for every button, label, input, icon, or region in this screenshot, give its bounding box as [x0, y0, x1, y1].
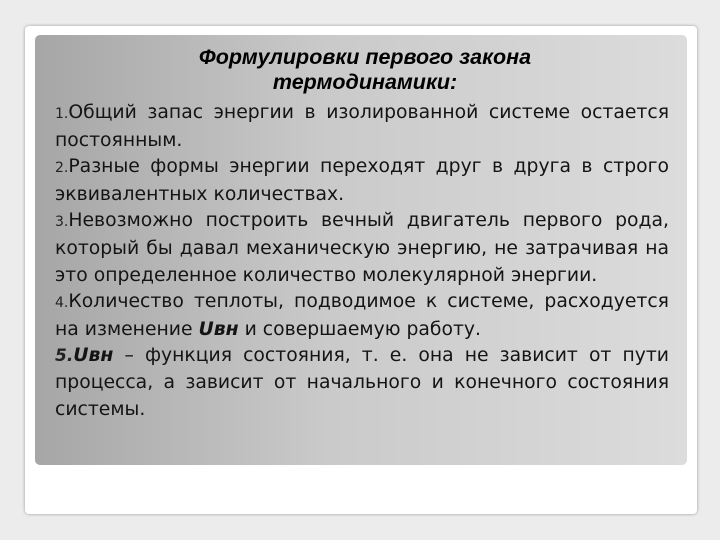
item-number: 1.: [55, 106, 69, 122]
list-item-5: [55, 343, 669, 423]
internal-energy-term: Uвн: [73, 345, 114, 367]
title-line-2: термодинамики:: [272, 70, 458, 94]
title-line-1: Формулировки первого закона: [198, 45, 532, 69]
item-text: Разные формы энергии переходят друг в друга в строго эквивалентных количествах.: [55, 156, 669, 205]
formulations-list: [55, 100, 669, 423]
list-item-1: [55, 100, 669, 154]
item-text-end: и совершаемую работу.: [238, 318, 482, 340]
internal-energy-term: Uвн: [198, 318, 239, 340]
item-text: Невозможно построить вечный двигатель первого рода, который бы давал механическую энергию, не затрачивая на это определенное количество молекулярной энергии.: [55, 210, 669, 286]
list-item-4: [55, 289, 669, 343]
item-text: Количество теплоты, подводимое к системе, расходуется на изменение: [55, 291, 669, 340]
list-item-2: [55, 154, 669, 208]
slide-title: [60, 45, 670, 95]
item-number: 4.: [55, 295, 69, 312]
list-item-3: [55, 208, 669, 289]
item-number: 5.: [55, 346, 74, 367]
item-text: Общий запас энергии в изолированной системе остается постоянным.: [55, 102, 669, 151]
item-text: – функция состояния, т. е. она не зависит от пути процесса, а зависит от начального и конечного состояния системы.: [55, 345, 669, 420]
item-number: 2.: [55, 160, 69, 177]
item-number: 3.: [55, 214, 69, 231]
